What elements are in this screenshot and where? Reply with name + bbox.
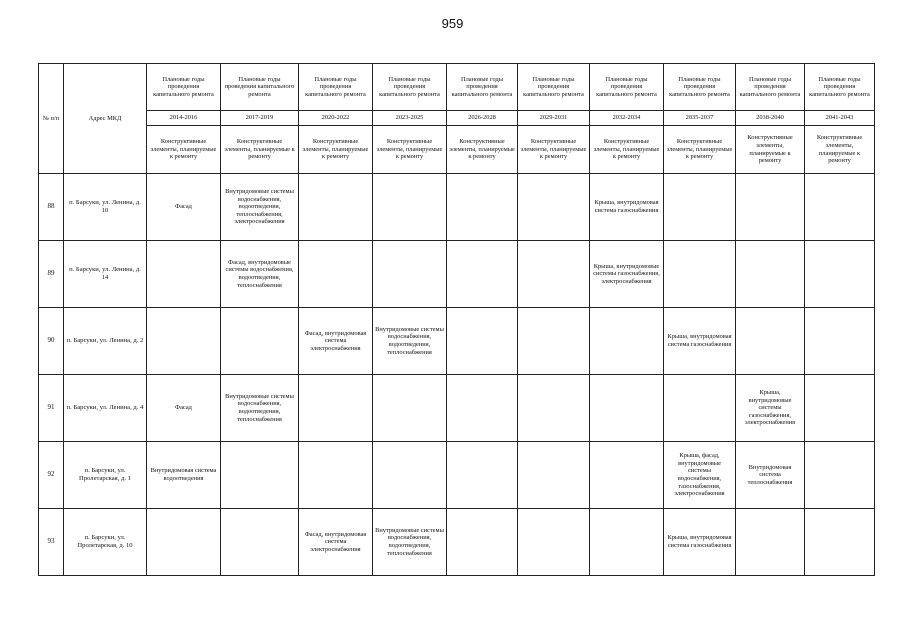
planned-years-header: Плановые годы проведения капитального ремонта [805, 64, 875, 111]
repair-cell [299, 241, 373, 308]
row-address: п. Барсуки, ул. Ленина, д. 2 [64, 308, 147, 375]
planned-years-header: Плановые годы проведения капитального ремонта [147, 64, 221, 111]
row-number: 93 [39, 509, 64, 576]
row-address: п. Барсуки, ул. Пролетарская, д. 10 [64, 509, 147, 576]
period-header: 2020-2022 [299, 111, 373, 126]
repair-cell [805, 308, 875, 375]
table-row [39, 174, 875, 241]
header-row-planned [39, 64, 875, 111]
repair-cell [518, 375, 590, 442]
repair-cell [373, 375, 447, 442]
repair-cell [299, 174, 373, 241]
repair-cell [299, 375, 373, 442]
repair-cell [736, 308, 805, 375]
column-header-address: Адрес МКД [64, 64, 147, 174]
elements-header: Конструктивные элементы, планируемые к ремонту [664, 126, 736, 174]
period-header: 2017-2019 [221, 111, 299, 126]
repair-cell: Фасад, внутридомовые системы водоснабжения, водоотведения, теплоснабжения [221, 241, 299, 308]
capital-repair-table [38, 63, 875, 576]
repair-cell [590, 442, 664, 509]
row-address: п. Барсуки, ул. Ленина, д. 10 [64, 174, 147, 241]
repair-cell: Внутридомовые системы водоснабжения, водоотведения, теплоснабжения [373, 509, 447, 576]
planned-years-header: Плановые годы проведения капитального ремонта [373, 64, 447, 111]
repair-cell [447, 375, 518, 442]
repair-cell [147, 509, 221, 576]
elements-header: Конструктивные элементы, планируемые к ремонту [590, 126, 664, 174]
repair-cell: Фасад, внутридомовая система электроснабжения [299, 308, 373, 375]
repair-cell [805, 442, 875, 509]
elements-header: Конструктивные элементы, планируемые к ремонту [221, 126, 299, 174]
row-number: 92 [39, 442, 64, 509]
repair-cell [518, 174, 590, 241]
planned-years-header: Плановые годы проведения капитального ремонта [299, 64, 373, 111]
period-header: 2023-2025 [373, 111, 447, 126]
row-address: п. Барсуки, ул. Ленина, д. 4 [64, 375, 147, 442]
column-header-no: № п/п [39, 64, 64, 174]
repair-cell [664, 174, 736, 241]
repair-cell [518, 442, 590, 509]
repair-cell: Крыша, внутридомовые системы газоснабжения, электроснабжения [736, 375, 805, 442]
elements-header: Конструктивные элементы, планируемые к ремонту [447, 126, 518, 174]
repair-cell: Внутридомовые системы водоснабжения, водоотведения, теплоснабжения, электроснабжения [221, 174, 299, 241]
repair-cell: Внутридомовая система теплоснабжения [736, 442, 805, 509]
planned-years-header: Плановые годы проведения капитального ремонта [590, 64, 664, 111]
row-address: п. Барсуки, ул. Ленина, д. 14 [64, 241, 147, 308]
planned-years-header: Плановые годы проведения капитального ремонта [221, 64, 299, 111]
elements-header: Конструктивные элементы, планируемые к ремонту [299, 126, 373, 174]
row-number: 91 [39, 375, 64, 442]
elements-header: Конструктивные элементы, планируемые к ремонту [373, 126, 447, 174]
planned-years-header: Плановые годы проведения капитального ремонта [736, 64, 805, 111]
repair-cell [373, 442, 447, 509]
header-row-periods [39, 111, 875, 126]
table-row [39, 308, 875, 375]
repair-cell [664, 375, 736, 442]
period-header: 2041-2043 [805, 111, 875, 126]
row-number: 88 [39, 174, 64, 241]
repair-cell [590, 375, 664, 442]
repair-cell [373, 174, 447, 241]
repair-cell: Фасад, внутридомовая система электроснабжения [299, 509, 373, 576]
elements-header: Конструктивные элементы, планируемые к ремонту [805, 126, 875, 174]
repair-cell [736, 241, 805, 308]
repair-cell: Фасад [147, 174, 221, 241]
repair-cell [518, 308, 590, 375]
repair-cell [447, 442, 518, 509]
repair-cell [805, 375, 875, 442]
repair-cell [518, 509, 590, 576]
table-row [39, 375, 875, 442]
table-row [39, 509, 875, 576]
period-header: 2035-2037 [664, 111, 736, 126]
repair-cell: Крыша, внутридомовая система газоснабжения [664, 509, 736, 576]
repair-cell: Внутридомовая система водоотведения [147, 442, 221, 509]
period-header: 2026-2028 [447, 111, 518, 126]
repair-cell [447, 509, 518, 576]
page-number: 959 [441, 16, 464, 31]
elements-header: Конструктивные элементы, планируемые к ремонту [518, 126, 590, 174]
repair-cell [805, 174, 875, 241]
table-row [39, 442, 875, 509]
elements-header: Конструктивные элементы, планируемые к ремонту [147, 126, 221, 174]
repair-cell [805, 509, 875, 576]
repair-cell [590, 509, 664, 576]
table-row [39, 241, 875, 308]
row-number: 89 [39, 241, 64, 308]
repair-cell [736, 174, 805, 241]
planned-years-header: Плановые годы проведения капитального ремонта [518, 64, 590, 111]
repair-cell [736, 509, 805, 576]
header-row-elements [39, 126, 875, 174]
repair-cell [664, 241, 736, 308]
repair-cell [147, 241, 221, 308]
repair-cell: Крыша, фасад, внутридомовые системы водоснабжения, газоснабжения, электроснабжения [664, 442, 736, 509]
repair-cell [590, 308, 664, 375]
repair-cell [299, 442, 373, 509]
repair-cell [373, 241, 447, 308]
period-header: 2029-2031 [518, 111, 590, 126]
repair-cell: Фасад [147, 375, 221, 442]
repair-cell [447, 174, 518, 241]
elements-header: Конструктивные элементы, планируемые к ремонту [736, 126, 805, 174]
planned-years-header: Плановые годы проведения капитального ремонта [447, 64, 518, 111]
planned-years-header: Плановые годы проведения капитального ремонта [664, 64, 736, 111]
period-header: 2014-2016 [147, 111, 221, 126]
repair-cell: Крыша, внутридомовая система газоснабжения [664, 308, 736, 375]
period-header: 2032-2034 [590, 111, 664, 126]
repair-cell [447, 241, 518, 308]
repair-cell [805, 241, 875, 308]
repair-cell: Крыша, внутридомовые системы газоснабжения, электроснабжения [590, 241, 664, 308]
repair-cell [147, 308, 221, 375]
repair-cell [518, 241, 590, 308]
repair-cell [221, 308, 299, 375]
repair-cell [221, 509, 299, 576]
repair-cell [221, 442, 299, 509]
repair-cell [447, 308, 518, 375]
row-number: 90 [39, 308, 64, 375]
row-address: п. Барсуки, ул. Пролетарская, д. 1 [64, 442, 147, 509]
period-header: 2038-2040 [736, 111, 805, 126]
repair-cell: Крыша, внутридомовая система газоснабжения [590, 174, 664, 241]
repair-cell: Внутридомовые системы водоснабжения, водоотведения, теплоснабжения [221, 375, 299, 442]
repair-cell: Внутридомовые системы водоснабжения, водоотведения, теплоснабжения [373, 308, 447, 375]
